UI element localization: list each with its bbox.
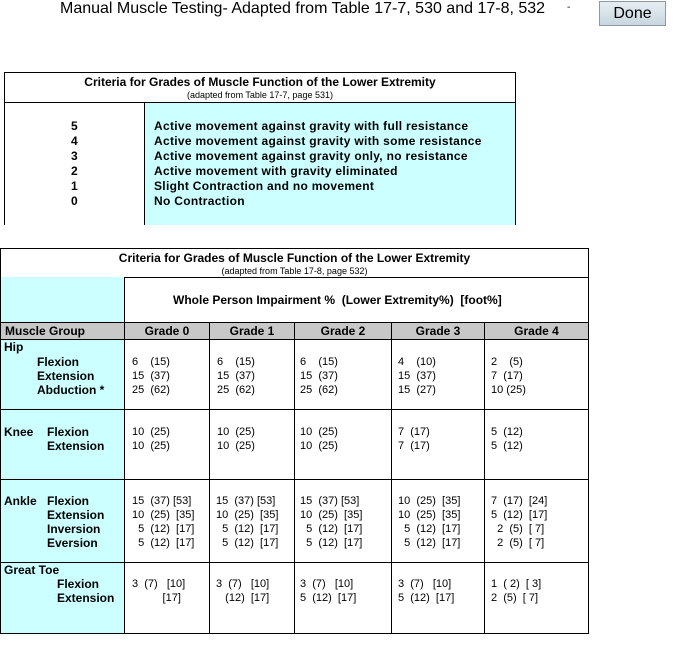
- value: 2 (5) [ 7]: [491, 523, 545, 535]
- knee-group-cell: [0, 409, 125, 480]
- value: 4 (10): [398, 356, 436, 368]
- value: 10 (25): [132, 426, 170, 438]
- page-title: Manual Muscle Testing- Adapted from Table 17-7, 530 and 17-8, 532: [60, 0, 546, 17]
- done-button[interactable]: Done: [599, 1, 666, 26]
- value: 7 (17): [398, 426, 430, 438]
- value: 7 (17): [398, 440, 430, 452]
- knee-grade-1-cell: [209, 409, 295, 480]
- value: 6 (15): [132, 356, 170, 368]
- value: 15 (27): [398, 384, 436, 396]
- value: 5 (12) [17]: [398, 592, 455, 604]
- value: 10 (25) [35]: [300, 509, 363, 521]
- value: 10 (25) [35]: [398, 495, 461, 507]
- muscle-group-header: Muscle Group: [5, 324, 86, 338]
- knee-grade-3-cell: [391, 409, 485, 480]
- value: 15 (37): [398, 370, 436, 382]
- movement-label: Abduction *: [37, 383, 105, 397]
- grade-column: [4, 103, 145, 225]
- value: 5 (12) [17]: [216, 537, 279, 549]
- movement-label: Extension: [47, 439, 105, 453]
- grade-description: Active movement against gravity with some resistance: [154, 134, 482, 148]
- value: 7 (17) [24]: [491, 495, 548, 507]
- value: 15 (37): [132, 370, 170, 382]
- tick-mark: -: [567, 2, 571, 13]
- value: 3 (7) [10]: [398, 578, 452, 590]
- grade-0-header: Grade 0: [144, 324, 190, 338]
- description-column: [145, 103, 516, 225]
- ankle-grade-3-cell: [391, 479, 485, 563]
- impairment-table-header: [0, 248, 589, 278]
- value: 10 (25): [132, 440, 170, 452]
- grade-1-header-cell: [209, 322, 295, 340]
- grade-3-header-cell: [391, 322, 485, 340]
- impairment-table: [0, 248, 589, 634]
- value: 5 (12) [17]: [300, 592, 357, 604]
- grade-description: Slight Contraction and no movement: [154, 179, 375, 193]
- great-toe-grade-2-cell: [294, 562, 392, 634]
- grade-value: 4: [71, 134, 78, 148]
- movement-label: Extension: [47, 508, 105, 522]
- value: 25 (62): [217, 384, 255, 396]
- value: 15 (37) [53]: [300, 495, 360, 507]
- ankle-grade-4-cell: [484, 479, 589, 563]
- value: (12) [17]: [216, 592, 270, 604]
- hip-grade-4-cell: [484, 339, 589, 410]
- grade-4-header-cell: [484, 322, 589, 340]
- ankle-grade-1-cell: [209, 479, 295, 563]
- hip-grade-3-cell: [391, 339, 485, 410]
- grade-4-header: Grade 4: [514, 324, 559, 338]
- grade-criteria-header: [4, 72, 516, 103]
- grade-0-header-cell: [124, 322, 210, 340]
- value: 2 (5) [ 7]: [491, 592, 539, 604]
- value: 10 (25): [217, 426, 255, 438]
- movement-label: Flexion: [47, 494, 90, 508]
- grade-description: Active movement with gravity eliminated: [154, 164, 398, 178]
- grade-criteria-table: [4, 72, 516, 225]
- great-toe-grade-1-cell: [209, 562, 295, 634]
- hip-grade-1-cell: [209, 339, 295, 410]
- grade-description: No Contraction: [154, 194, 245, 208]
- grade-1-header: Grade 1: [229, 324, 275, 338]
- value: 5 (12) [17]: [132, 523, 195, 535]
- group-label-knee: Knee: [4, 425, 34, 439]
- impairment-table-subtitle: (adapted from Table 17-8, page 532): [221, 266, 368, 276]
- grade-description: Active movement against gravity with full resistance: [154, 119, 469, 133]
- knee-grade-4-cell: [484, 409, 589, 480]
- value: [17]: [132, 592, 181, 604]
- movement-label: Extension: [57, 591, 115, 605]
- movement-label: Extension: [37, 369, 95, 383]
- grade-value: 0: [71, 194, 78, 208]
- great-toe-grade-4-cell: [484, 562, 589, 634]
- grade-value: 3: [71, 149, 78, 163]
- hip-grade-2-cell: [294, 339, 392, 410]
- value: 5 (12) [17]: [300, 537, 363, 549]
- value: 25 (62): [132, 384, 170, 396]
- value: 6 (15): [300, 356, 338, 368]
- value: 6 (15): [217, 356, 255, 368]
- value: 10 (25) [35]: [398, 509, 461, 521]
- value: 15 (37) [53]: [216, 495, 276, 507]
- value: 15 (37): [217, 370, 255, 382]
- value: 2 (5) [ 7]: [491, 537, 545, 549]
- knee-grade-2-cell: [294, 409, 392, 480]
- hip-group-cell: [0, 339, 125, 410]
- movement-label: Eversion: [47, 536, 98, 550]
- value: 10 (25) [35]: [132, 509, 195, 521]
- value: 1 ( 2) [ 3]: [491, 578, 542, 590]
- value: 15 (37) [53]: [132, 495, 192, 507]
- muscle-group-header-cell: [0, 322, 125, 340]
- value: 10 (25): [217, 440, 255, 452]
- group-label-great-toe: Great Toe: [4, 563, 60, 577]
- value: 5 (12) [17]: [398, 537, 461, 549]
- value: 2 (5): [491, 356, 523, 368]
- corner-cell: [0, 277, 125, 323]
- grade-description: Active movement against gravity only, no resistance: [154, 149, 468, 163]
- grade-3-header: Grade 3: [415, 324, 461, 338]
- group-label-hip: Hip: [4, 340, 24, 354]
- value: 10 (25): [491, 384, 526, 396]
- impairment-header: Whole Person Impairment % (Lower Extremity%) [foot%]: [173, 293, 502, 307]
- value: 5 (12): [491, 426, 523, 438]
- group-label-ankle: Ankle: [4, 494, 37, 508]
- value: 3 (7) [10]: [216, 578, 270, 590]
- ankle-grade-2-cell: [294, 479, 392, 563]
- movement-label: Flexion: [47, 425, 90, 439]
- value: 10 (25) [35]: [216, 509, 279, 521]
- great-toe-grade-3-cell: [391, 562, 485, 634]
- value: 5 (12): [491, 440, 523, 452]
- great-toe-group-cell: [0, 562, 125, 634]
- value: 3 (7) [10]: [132, 578, 186, 590]
- impairment-table-title: Criteria for Grades of Muscle Function of the Lower Extremity: [118, 251, 471, 265]
- hip-grade-0-cell: [124, 339, 210, 410]
- ankle-grade-0-cell: [124, 479, 210, 563]
- movement-label: Flexion: [37, 355, 80, 369]
- grade-value: 2: [71, 164, 78, 178]
- value: 5 (12) [17]: [398, 523, 461, 535]
- impairment-header-cell: [124, 277, 589, 323]
- value: 3 (7) [10]: [300, 578, 354, 590]
- value: 5 (12) [17]: [132, 537, 195, 549]
- great-toe-grade-0-cell: [124, 562, 210, 634]
- value: 7 (17): [491, 370, 523, 382]
- value: 10 (25): [300, 426, 338, 438]
- value: 25 (62): [300, 384, 338, 396]
- value: 10 (25): [300, 440, 338, 452]
- movement-label: Flexion: [57, 577, 100, 591]
- grade-2-header: Grade 2: [320, 324, 366, 338]
- movement-label: Inversion: [47, 522, 101, 536]
- grade-criteria-title: Criteria for Grades of Muscle Function of the Lower Extremity: [84, 75, 436, 89]
- grade-2-header-cell: [294, 322, 392, 340]
- grade-value: 1: [71, 179, 78, 193]
- value: 5 (12) [17]: [300, 523, 363, 535]
- grade-value: 5: [71, 119, 78, 133]
- value: 5 (12) [17]: [216, 523, 279, 535]
- value: 5 (12) [17]: [491, 509, 548, 521]
- knee-grade-0-cell: [124, 409, 210, 480]
- value: 15 (37): [300, 370, 338, 382]
- ankle-group-cell: [0, 479, 125, 563]
- grade-criteria-subtitle: (adapted from Table 17-7, page 531): [187, 90, 333, 100]
